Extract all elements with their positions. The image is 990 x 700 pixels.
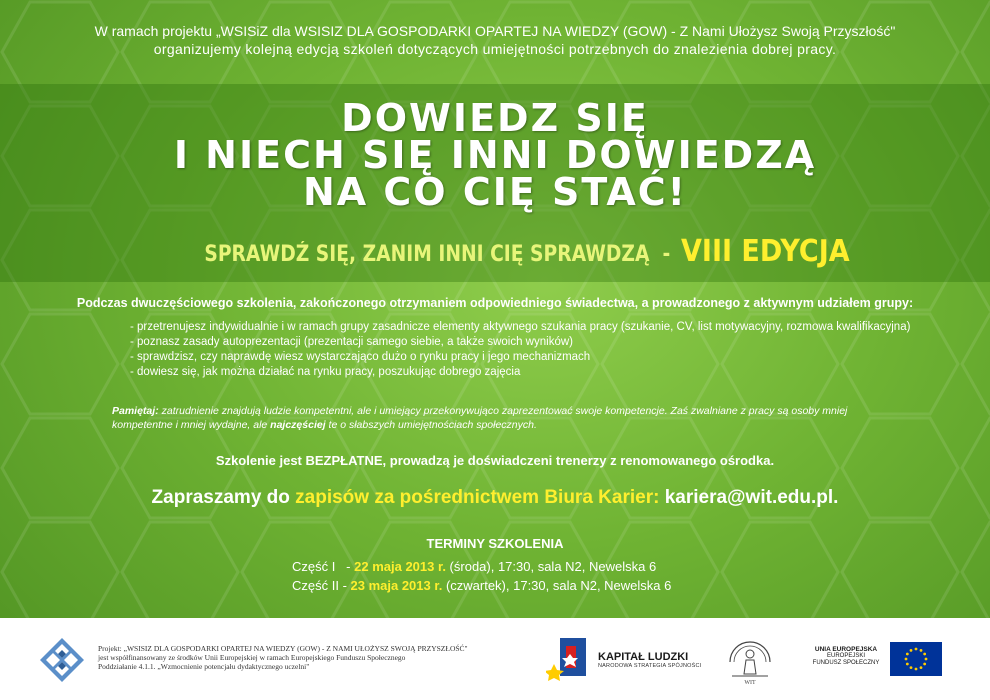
invite-part1: Zapraszamy do bbox=[151, 487, 296, 508]
schedule-title: TERMINY SZKOLENIA bbox=[426, 536, 564, 551]
kapital-ludzki-title: KAPITAŁ LUDZKI bbox=[598, 651, 689, 663]
kapital-ludzki-label bbox=[598, 651, 701, 669]
schedule-item bbox=[292, 557, 671, 576]
eu-star-icon bbox=[925, 658, 928, 661]
project-info-line1: Projekt: „WSISIZ DLA GOSPODARKI OPARTEJ NA WIEDZY (GOW) - Z NAMI UŁOŻYSZ SWOJĄ PRZYSZŁOŚĆ" bbox=[98, 644, 468, 653]
remember-label: Pamiętaj: bbox=[112, 405, 159, 417]
headline-line2: I NIECH SIĘ INNI DOWIEDZĄ bbox=[173, 133, 817, 177]
list-item: - poznasz zasady autoprezentacji (prezentacji samego siebie, a także swoich wyników) bbox=[130, 335, 930, 350]
project-info-line3: Poddziałanie 4.1.1. „Wzmocnienie potencjału dydaktycznego uczelni" bbox=[98, 662, 310, 671]
eu-star-icon bbox=[915, 648, 918, 651]
eu-star-icon bbox=[906, 663, 909, 666]
benefits-list bbox=[130, 320, 930, 380]
remember-text-2: te o słabszych umiejętnościach społecznych. bbox=[325, 419, 537, 431]
eu-star-icon bbox=[905, 658, 908, 661]
schedule-date: 22 maja 2013 r. bbox=[354, 559, 446, 574]
eu-flag-icon bbox=[890, 642, 942, 676]
headline-line3: NA CO CIĘ STAĆ! bbox=[302, 170, 688, 214]
list-item: - przetrenujesz indywidualnie i w ramach grupy zasadnicze elementy aktywnego szukania pracy (szukanie, CV, list motywacyjny, rozmowa kwalifikacyjna) bbox=[130, 320, 930, 335]
project-info bbox=[98, 644, 518, 671]
training-description: Podczas dwuczęściowego szkolenia, zakończonego otrzymaniem odpowiedniego świadectwa, a prowadzonego z aktywnym udziałem grupy: bbox=[76, 296, 914, 310]
subheadline-text: SPRAWDŹ SIĘ, ZANIM INNI CIĘ SPRAWDZĄ - bbox=[204, 242, 678, 267]
kapital-ludzki-logo-icon bbox=[546, 636, 594, 682]
headline bbox=[0, 96, 990, 214]
eu-star-icon bbox=[923, 663, 926, 666]
wit-logo-icon bbox=[724, 632, 776, 686]
schedule-details: (czwartek), 17:30, sala N2, Newelska 6 bbox=[442, 578, 672, 593]
edition-label: VIII EDYCJA bbox=[681, 234, 850, 269]
eu-star-icon bbox=[910, 649, 913, 652]
eu-star-icon bbox=[910, 666, 913, 669]
headline-line1: DOWIEDZ SIĘ bbox=[341, 96, 649, 140]
eu-star-icon bbox=[920, 666, 923, 669]
schedule-item bbox=[292, 576, 671, 595]
kapital-ludzki-subtitle: NARODOWA STRATEGIA SPÓJNOŚCI bbox=[598, 663, 702, 669]
eu-label bbox=[808, 646, 884, 667]
eu-label-line3: FUNDUSZ SPOŁECZNY bbox=[812, 660, 880, 666]
contact-email[interactable]: kariera@wit.edu.pl. bbox=[659, 487, 839, 508]
eu-label-line2: EUROPEJSKI bbox=[826, 653, 865, 659]
subheadline bbox=[0, 234, 990, 269]
wit-logo-label: WIT bbox=[744, 680, 756, 686]
eu-star-icon bbox=[915, 668, 918, 671]
eu-label-line1: UNIA EUROPEJSKA bbox=[814, 646, 878, 653]
schedule-part-label: Część I - bbox=[292, 559, 355, 574]
intro-header bbox=[0, 22, 990, 58]
schedule-list bbox=[292, 557, 671, 595]
remember-note bbox=[112, 404, 892, 432]
schedule-details: (środa), 17:30, sala N2, Newelska 6 bbox=[445, 559, 657, 574]
remember-bold: najczęściej bbox=[270, 419, 326, 431]
list-item: - dowiesz się, jak można działać na rynku pracy, poszukując dobrego zajęcia bbox=[130, 365, 930, 380]
eu-star-icon bbox=[923, 653, 926, 656]
project-info-line2: jest współfinansowany ze środków Unii Europejskiej w ramach Europejskiego Funduszu Społecznego bbox=[98, 653, 406, 662]
remember-text-1: zatrudnienie znajdują ludzie kompetentni, ale i umiejący przekonywująco zaprezentować swoje kompetencje. Zaś zwalniane z pracy są osoby mniej kompetentne i mniej wydajne, ale bbox=[112, 405, 848, 431]
free-training-note: Szkolenie jest BEZPŁATNE, prowadzą je doświadczeni trenerzy z renomowanego ośrodka. bbox=[215, 453, 775, 468]
intro-header-line2: organizujemy kolejną edycją szkoleń dotyczących umiejętności potrzebnych do znalezienia dobrej pracy. bbox=[153, 41, 837, 57]
schedule-date: 23 maja 2013 r. bbox=[350, 578, 443, 593]
invite-part2: zapisów za pośrednictwem Biura Karier: bbox=[295, 487, 660, 508]
invitation bbox=[0, 487, 990, 509]
footer bbox=[0, 618, 990, 700]
intro-header-line1: W ramach projektu „WSISiZ dla WSISIZ DLA GOSPODARKI OPARTEJ NA WIEDZY (GOW) - Z Nami Ułożysz Swoją Przyszłość" bbox=[94, 23, 896, 39]
list-item: - sprawdzisz, czy naprawdę wiesz wystarczająco dużo o rynku pracy i jego mechanizmach bbox=[130, 350, 930, 365]
wsisiz-logo-icon bbox=[38, 636, 86, 684]
eu-star-icon bbox=[906, 653, 909, 656]
schedule-part-label: Część II - bbox=[292, 578, 351, 593]
eu-star-icon bbox=[920, 649, 923, 652]
